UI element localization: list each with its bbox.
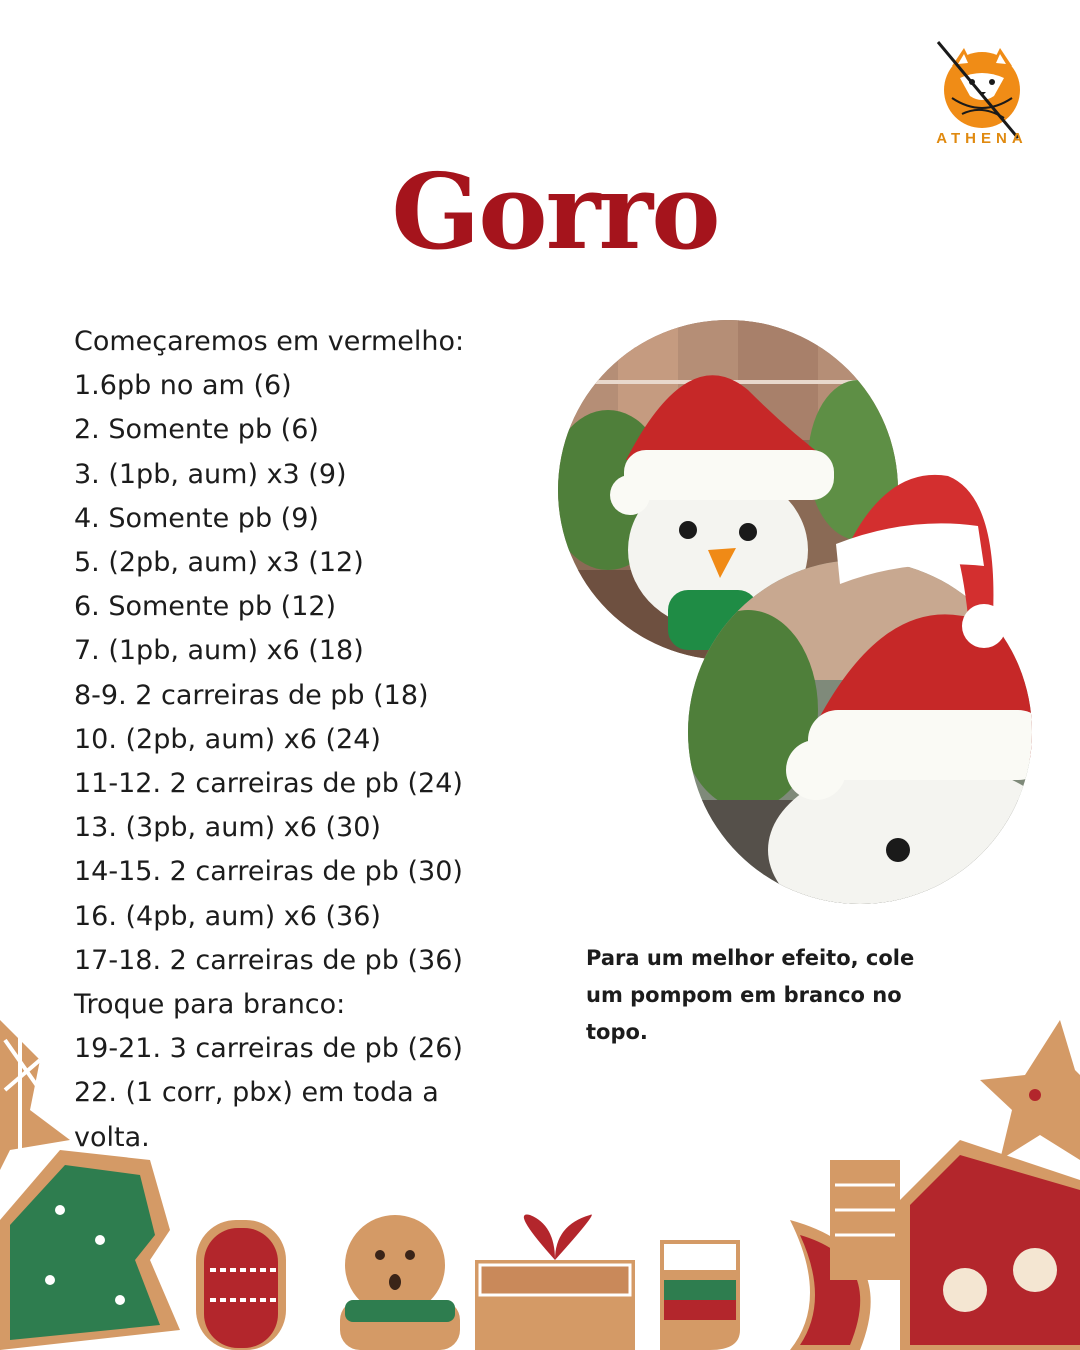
christmas-cookies-border [0,1000,1080,1350]
tip-line: topo. [586,1020,648,1044]
gingerbread-man-icon [340,1215,460,1350]
step-line: volta. [74,1121,150,1153]
gift-cookie-icon [475,1215,635,1350]
tip-line: um pompom em branco no [586,983,902,1007]
tip-line: Para um melhor efeito, cole [586,946,915,970]
page-title: Gorro [391,150,719,273]
step-line: 1.6pb no am (6) [74,370,292,402]
step-line: 22. (1 corr, pbx) em toda a [74,1077,439,1109]
step-line: Começaremos em vermelho: [74,326,465,357]
christmas-tree-cookie-icon [0,1150,180,1350]
step-line: 6. Somente pb (12) [74,591,337,623]
step-line: 17-18. 2 carreiras de pb (36) [74,944,463,976]
step-line: 10. (2pb, aum) x6 (24) [74,723,381,755]
step-line: 5. (2pb, aum) x3 (12) [74,547,364,579]
step-line: 3. (1pb, aum) x3 (9) [74,458,347,490]
step-line: 2. Somente pb (6) [74,414,319,446]
step-line: 14-15. 2 carreiras de pb (30) [74,856,463,888]
step-line: 7. (1pb, aum) x6 (18) [74,635,364,667]
step-line: 16. (4pb, aum) x6 (36) [74,900,381,932]
mitten-cookie-icon [196,1220,286,1350]
fox-yarn-icon [938,42,1020,138]
stocking-cookie-icon [660,1240,740,1350]
brand-name: ATHENA [936,130,1028,147]
step-line: Troque para branco: [74,989,346,1021]
santa-hat-illustration [828,466,1014,662]
step-line: 13. (3pb, aum) x6 (30) [74,812,381,844]
step-line: 4. Somente pb (9) [74,502,319,534]
star-cookie-icon [980,1020,1080,1160]
step-line: 11-12. 2 carreiras de pb (24) [74,768,463,800]
step-line: 8-9. 2 carreiras de pb (18) [74,679,429,711]
step-line: 19-21. 3 carreiras de pb (26) [74,1033,463,1065]
snowflake-cookie-icon [0,1020,70,1170]
